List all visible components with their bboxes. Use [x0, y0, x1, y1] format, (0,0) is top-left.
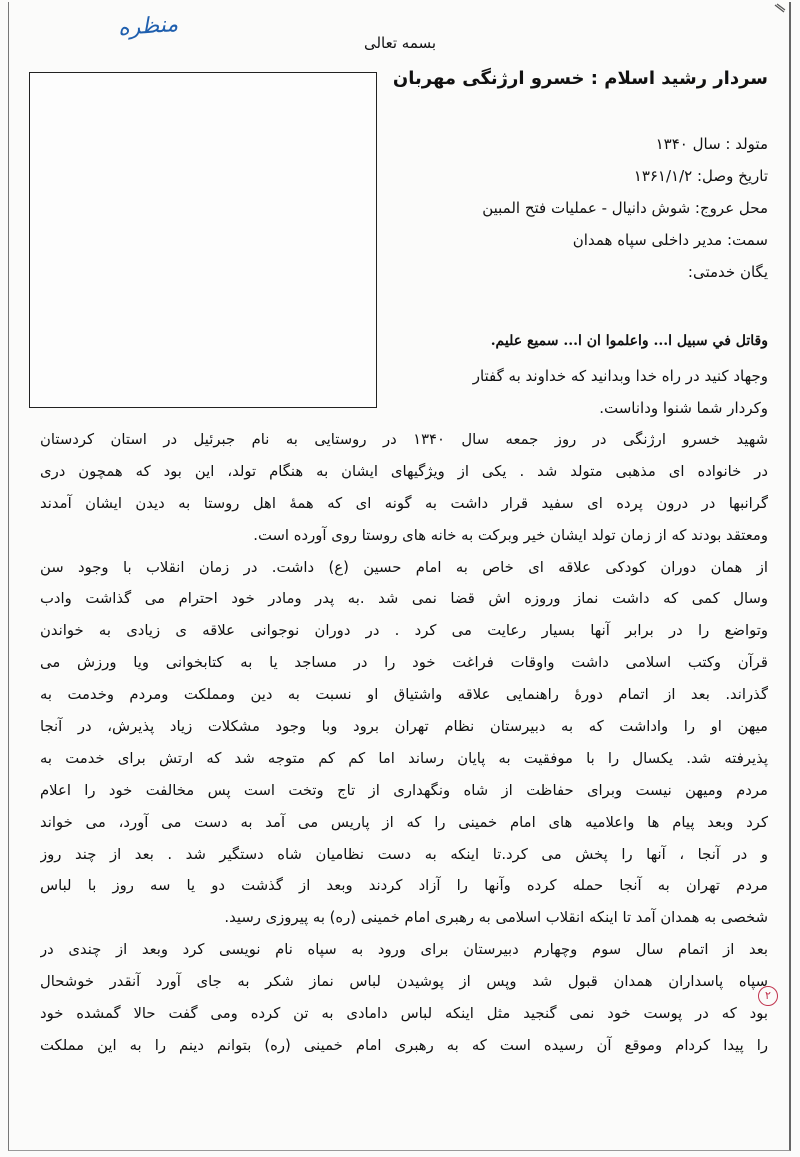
body-line: بعد از اتمام سال سوم وچهارم دبیرستان برای ورود به سپاه نام نویسی کرد وبعد از چندی در: [40, 941, 768, 959]
body-line: گرانبها در درون پرده ای سفید قرار داشت به گونه ای که همهٔ اهل روستا به دیدن ایشان آمدند: [40, 494, 768, 512]
body-line: مردم تهران به آنجا حمله کرده وآنها را آزاد کردند وبعد از گذشت دو یا سه روز با لباس: [40, 877, 768, 895]
document-title: سردار رشید اسلام : خسرو ارژنگی مهربان: [392, 68, 768, 89]
corner-mark-icon: [774, 3, 786, 13]
info-martyrdom-date: تاریخ وصل: ۱۳۶۱/۱/۲: [633, 167, 768, 185]
body-line: قرآن وکتب اسلامی داشت واوقات فراغت خود را در مساجد یا به کتابخوانی ویا ورزش می: [40, 654, 768, 672]
handwritten-note: منظره: [117, 11, 179, 42]
body-line: مردم ومیهن نیست وبرای حفاظت از شاه ونگهداری از تاج وتخت است پس مخالفت خود را اعلام: [40, 781, 768, 799]
biography-text: [40, 424, 768, 1062]
body-line: شهید خسرو ارژنگی در روز جمعه سال ۱۳۴۰ در روستایی به نام جبرئیل در استان کردستان: [40, 431, 768, 448]
quran-verse: وقاتل في سبيل ا... واعلموا ان ا... سميع عليم.: [490, 333, 768, 349]
info-martyrdom-place: محل عروج: شوش دانیال - عملیات فتح المبین: [482, 199, 768, 217]
body-line: ومعتقد بودند که از زمان تولد ایشان خیر وبرکت به خانه های روستا روی آورده است.: [253, 526, 768, 544]
body-line: پذیرفته شد. یکسال را با موفقیت به پایان رساند اما کم کم متوجه شد که ارتش برای خدمت به: [40, 749, 768, 767]
translation-line: وکردار شما شنوا وداناست.: [599, 399, 768, 417]
document-heading: بسمه تعالی: [363, 34, 437, 52]
body-line: کرد وبعد پیام ها واعلامیه های امام خمینی را که از پاریس می آمد به دست می آورد، می خواند: [40, 813, 768, 831]
body-line: و در آنجا ، آنها را پخش می کرد.تا اینکه به دست نظامیان شاه دستگیر شد . بعد از چند روز: [40, 845, 768, 863]
photo-placeholder: [29, 72, 377, 408]
body-line: سپاه پاسداران همدان قبول شد وپس از پوشیدن لباس نماز شکر به جای آورد آنقدر خوشحال: [40, 973, 768, 991]
info-position: سمت: مدیر داخلی سپاه همدان: [572, 231, 768, 249]
info-birth: متولد : سال ۱۳۴۰: [655, 135, 768, 153]
body-line: بود که در پوست خود نمی گنجید مثل اینکه لباس دامادی به تن کرده ومی گفت حالا گمشده خود: [40, 1005, 768, 1023]
info-block: [378, 128, 768, 288]
body-line: شخصی به همدان آمد تا اینکه انقلاب اسلامی به رهبری امام خمینی (ره) به پیروزی رسید.: [224, 909, 768, 927]
body-line: گذراند. بعد از اتمام دورهٔ راهنمایی علاقه واشتیاق او نسبت به دین ومملکت ومردم وخدمت به: [40, 686, 768, 704]
body-line: را پیدا کردام وموقع آن رسیده است که به رهبری امام خمینی (ره) بتوانم دینم را به این مملکت: [40, 1036, 768, 1054]
translation-line: وجهاد کنید در راه خدا وبدانید که خداوند به گفتار: [472, 367, 768, 385]
body-line: میهن او را واداشت که به دبیرستان نظام تهران برود وبا وجود مشکلات زیاد پذیرش، در آنجا: [40, 718, 768, 736]
verse-translation: [408, 360, 768, 424]
body-line: از همان دوران کودکی علاقه ای خاص به امام حسین (ع) داشت. در زمان انقلاب با وجود سن: [40, 558, 768, 576]
info-unit: یگان خدمتی:: [687, 263, 768, 281]
body-line: وتواضع را در برابر آنها بسیار رعایت می کرد . در دوران نوجوانی علاقه ی زیادی به خواندن: [40, 622, 768, 640]
page-number: ۲: [758, 986, 778, 1006]
body-line: وسال کمی که داشت نماز وروزه اش قضا نمی شد .به پدر ومادر خود احترام می گذاشت وادب: [40, 590, 768, 608]
body-line: در خانواده ای مذهبی متولد شد . یکی از ویژگیهای ایشان به هنگام تولد، این بود که همچون دری: [40, 462, 768, 480]
